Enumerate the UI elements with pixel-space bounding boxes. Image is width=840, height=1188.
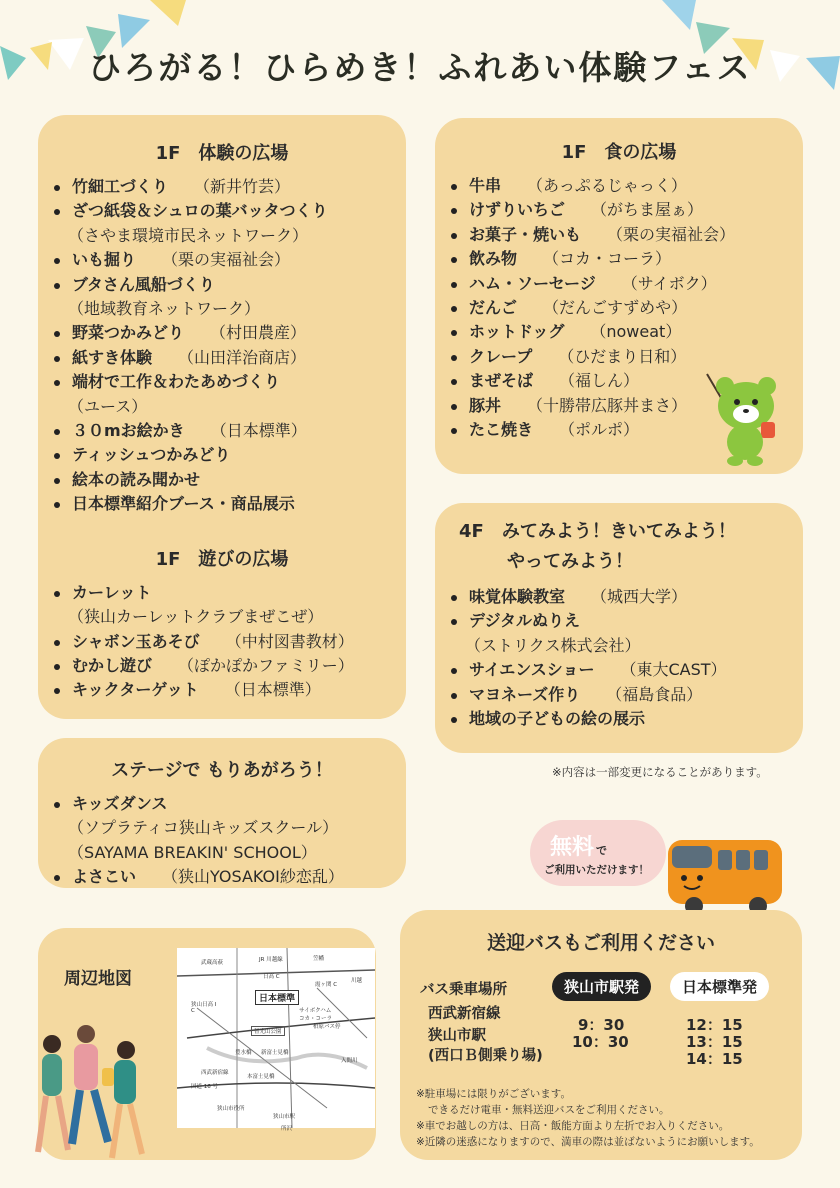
play-list bbox=[38, 581, 406, 703]
list-item: ティッシュつかみどり bbox=[38, 443, 406, 467]
free-service-bubble bbox=[530, 820, 666, 886]
map-label: 国道 16 号 bbox=[191, 1084, 218, 1090]
list-item: 紙すき体験 （山田洋治商店） bbox=[38, 346, 406, 370]
map-label: コカ・コーラ bbox=[299, 1016, 333, 1022]
map-label: 新富士見橋 bbox=[261, 1050, 289, 1056]
bus-heading: 送迎バスもご利用ください bbox=[486, 932, 715, 954]
map-label: 豊水橋 bbox=[235, 1050, 252, 1056]
panel-floor4 bbox=[435, 503, 803, 753]
list-item: けずりいちご （がちま屋ぁ） bbox=[435, 198, 803, 222]
bus-note: ※駐車場には限りがございます。 bbox=[416, 1088, 571, 1100]
section-heading-floor4-line2: やってみよう！ bbox=[507, 551, 633, 572]
map-label: 川越 bbox=[351, 978, 363, 984]
list-item: クレープ （ひだまり日和） bbox=[435, 345, 803, 369]
list-item: マヨネーズ作り （福島食品） bbox=[435, 683, 803, 707]
company-time: 14：15 bbox=[686, 1050, 743, 1068]
list-item: シャボン玉あそび （中村図書教材） bbox=[38, 630, 406, 654]
mascot-bear-illustration bbox=[703, 368, 789, 468]
section-heading-play: 1F 遊びの広場 bbox=[155, 548, 289, 570]
list-item: お菓子・焼いも （栗の実福祉会） bbox=[435, 223, 803, 247]
badge-from-company: 日本標準発 bbox=[670, 972, 769, 1001]
free-sub: ご利用いただけます！ bbox=[544, 864, 649, 876]
map-label: 狭山市役所 bbox=[217, 1106, 245, 1112]
section-heading-food: 1F 食の広場 bbox=[561, 142, 677, 163]
badge-from-station: 狭山市駅発 bbox=[552, 972, 651, 1001]
map-label: 狭山市駅 bbox=[273, 1114, 296, 1120]
list-item: 野菜つかみどり （村田農産） bbox=[38, 321, 406, 345]
map-label: 智光山公園 bbox=[251, 1026, 285, 1036]
section-heading-floor4-line1: 4F みてみよう！きいてみよう！ bbox=[459, 521, 736, 542]
panel-floor1-experience bbox=[38, 115, 406, 719]
list-item: 地域の子どもの絵の展示 bbox=[435, 707, 803, 731]
map-label: 日高 C bbox=[263, 974, 280, 980]
bus-illustration bbox=[666, 836, 786, 920]
company-time: 12：15 bbox=[686, 1016, 743, 1034]
map-label: 笠幡 bbox=[313, 956, 325, 962]
map-label: JR 川越線 bbox=[259, 957, 283, 963]
list-item: 豚丼 （十勝帯広豚丼まさ） bbox=[435, 394, 803, 418]
map-label: サイボクハム bbox=[299, 1008, 332, 1014]
list-item: ざつ紙袋＆シュロの葉バッタつくり （さやま環境市民ネットワーク） bbox=[38, 199, 406, 248]
list-item: 端材で工作＆わたあめづくり （ユース） bbox=[38, 370, 406, 419]
bus-note: できるだけ電車・無料送迎バスをご利用ください。 bbox=[428, 1104, 670, 1116]
list-item: 牛串 （あっぷるじゃっく） bbox=[435, 174, 803, 198]
list-item: 日本標準紹介ブース・商品展示 bbox=[38, 492, 406, 516]
list-item: デジタルぬりえ （ストリクス株式会社） bbox=[435, 609, 803, 658]
list-item: キッズダンス （ソプラティコ狭山キッズスクール） （SAYAMA BREAKIN' SCHOOL） bbox=[38, 792, 406, 865]
map-center-label: 日本標準 bbox=[255, 990, 299, 1005]
flag-blue-right-top bbox=[662, 0, 696, 30]
bus-line1: 西武新宿線 bbox=[428, 1006, 501, 1022]
flag-yellow-top bbox=[150, 0, 186, 26]
free-label: 無料 bbox=[550, 835, 595, 860]
map-heading: 周辺地図 bbox=[64, 969, 132, 989]
list-item: よさこい （狭山YOSAKOI紗恋乱） bbox=[38, 865, 406, 889]
map-label: 西武新宿線 bbox=[201, 1070, 229, 1076]
bus-line3: (西口Ｂ側乗り場) bbox=[428, 1048, 543, 1064]
stage-list bbox=[38, 792, 406, 890]
map-label: 本富士見橋 bbox=[247, 1074, 275, 1080]
walking-people-illustration bbox=[24, 1024, 160, 1170]
list-item: カーレット （狭山カーレットクラブまぜこぜ） bbox=[38, 581, 406, 630]
bus-place-label: バス乗車場所 bbox=[420, 982, 507, 998]
bus-note: ※車でお越しの方は、日高・飯能方面より左折でお入りください。 bbox=[416, 1120, 730, 1132]
company-time: 13：15 bbox=[686, 1033, 743, 1051]
list-item: 竹細工づくり （新井竹芸） bbox=[38, 175, 406, 199]
free-de: で bbox=[596, 844, 608, 857]
list-item: だんご （だんごすずめや） bbox=[435, 296, 803, 320]
list-item: ３０mお絵かき （日本標準） bbox=[38, 419, 406, 443]
list-item: ハム・ソーセージ （サイボク） bbox=[435, 272, 803, 296]
station-time: 9：30 bbox=[578, 1016, 625, 1034]
list-item: サイエンスショー （東大CAST） bbox=[435, 658, 803, 682]
map-label: 柏原バス停 bbox=[313, 1024, 341, 1030]
map-label: 狭山日高 I C bbox=[191, 1002, 217, 1014]
experience-list bbox=[38, 175, 406, 517]
section-heading-stage: ステージで もりあがろう！ bbox=[111, 760, 333, 781]
map-label: 武蔵高萩 bbox=[201, 960, 224, 966]
list-item: 絵本の読み聞かせ bbox=[38, 468, 406, 492]
list-item: まぜそば （福しん） bbox=[435, 369, 803, 393]
list-item: むかし遊び （ぽかぽかファミリー） bbox=[38, 654, 406, 678]
panel-bus bbox=[400, 910, 802, 1160]
list-item: ホットドッグ （noweat） bbox=[435, 320, 803, 344]
surrounding-map[interactable] bbox=[177, 948, 375, 1132]
panel-map bbox=[38, 928, 376, 1160]
section-heading-experience: 1F 体験の広場 bbox=[155, 143, 289, 164]
map-label: 入間川 bbox=[341, 1058, 358, 1064]
bus-line2: 狭山市駅 bbox=[428, 1028, 486, 1044]
floor4-list bbox=[435, 585, 803, 731]
map-label: 所沢 bbox=[281, 1126, 293, 1132]
list-item: キックターゲット （日本標準） bbox=[38, 678, 406, 702]
list-item: 味覚体験教室 （城西大学） bbox=[435, 585, 803, 609]
bus-note: ※近隣の迷惑になりますので、満車の際は並ばないようにお願いします。 bbox=[416, 1136, 760, 1148]
panel-stage bbox=[38, 738, 406, 888]
list-item: たこ焼き （ポルポ） bbox=[435, 418, 803, 442]
page-title: ひろがる！ひらめき！ふれあい体験フェス bbox=[88, 48, 752, 87]
list-item: 飲み物 （コカ・コーラ） bbox=[435, 247, 803, 271]
content-change-note: ※内容は一部変更になることがあります。 bbox=[552, 765, 768, 779]
station-time: 10：30 bbox=[572, 1033, 629, 1051]
panel-floor1-food bbox=[435, 118, 803, 474]
list-item: ブタさん風船づくり （地域教育ネットワーク） bbox=[38, 273, 406, 322]
map-label: 霞ヶ関 C bbox=[315, 982, 338, 988]
list-item: いも掘り （栗の実福祉会） bbox=[38, 248, 406, 272]
